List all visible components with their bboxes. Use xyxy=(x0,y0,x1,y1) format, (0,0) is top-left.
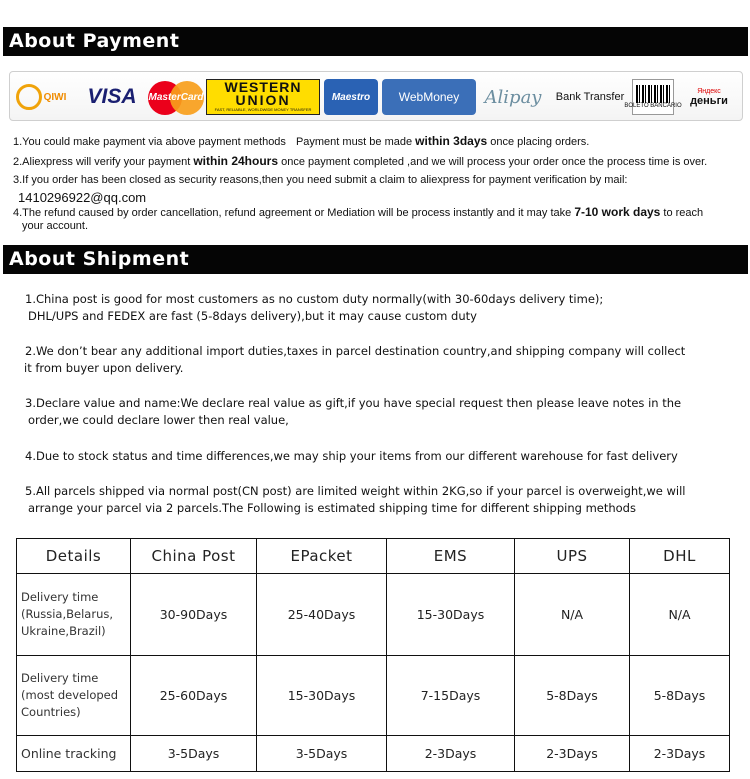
table-row xyxy=(17,574,730,656)
table-cell: 25-60Days xyxy=(131,656,257,736)
col-header-details: Details xyxy=(17,539,131,574)
yandex-money-logo: Яндекс деньги xyxy=(690,87,728,107)
shipment-note-3: 3.Declare value and name:We declare real value as gift,if you have special request then please leave notes in the xyxy=(25,396,682,410)
table-cell: 30-90Days xyxy=(131,574,257,656)
about-shipment-heading: About Shipment xyxy=(3,245,748,274)
table-cell: N/A xyxy=(515,574,630,656)
payment-note-4: 4.The refund caused by order cancellation, refund agreement or Mediation will be process instantly and it may take 7-10 work days to reach xyxy=(13,205,704,219)
shipment-note-2-cont: it from buyer upon delivery. xyxy=(24,361,184,375)
row-label: Delivery time (most developed Countries) xyxy=(17,656,131,736)
table-cell: 2-3Days xyxy=(515,736,630,772)
table-cell: N/A xyxy=(630,574,730,656)
western-union-logo: WESTERN UNION FAST, RELIABLE, WORLDWIDE MONEY TRANSFER xyxy=(206,79,320,115)
webmoney-logo: WebMoney xyxy=(382,79,476,115)
payment-note-4-cont: your account. xyxy=(22,220,89,232)
col-header-ups: UPS xyxy=(515,539,630,574)
table-cell: 15-30Days xyxy=(387,574,515,656)
col-header-epacket: EPacket xyxy=(257,539,387,574)
col-header-dhl: DHL xyxy=(630,539,730,574)
col-header-ems: EMS xyxy=(387,539,515,574)
visa-logo: VISA xyxy=(87,85,137,108)
shipment-note-5-cont: arrange your parcel via 2 parcels.The Following is estimated shipping time for different shipping methods xyxy=(28,501,636,515)
table-cell: 25-40Days xyxy=(257,574,387,656)
payment-note-2: 2.Aliexpress will verify your payment within 24hours once payment completed ,and we will process your order once the process time is over. xyxy=(13,154,708,168)
shipping-time-table xyxy=(16,538,730,772)
table-cell: 3-5Days xyxy=(131,736,257,772)
table-cell: 5-8Days xyxy=(630,656,730,736)
alipay-logo: Alipay xyxy=(484,86,542,108)
shipment-note-2: 2.We don’t bear any additional import duties,taxes in parcel destination country,and shipping company will collect xyxy=(25,344,686,358)
shipment-note-1: 1.China post is good for most customers as no custom duty normally(with 30-60days delivery time); xyxy=(25,292,604,306)
table-cell: 15-30Days xyxy=(257,656,387,736)
boleto-logo: BOLETO BANCÁRIO xyxy=(632,79,674,115)
payment-note-3: 3.If you order has been closed as security reasons,then you need submit a claim to aliexpress for payment verification by mail: xyxy=(13,174,628,186)
table-header-row xyxy=(17,539,730,574)
about-payment-heading: About Payment xyxy=(3,27,748,56)
payment-contact-email: 1410296922@qq.com xyxy=(18,190,147,205)
table-cell: 2-3Days xyxy=(630,736,730,772)
table-row xyxy=(17,656,730,736)
payment-note-1: 1.You could make payment via above payment methods Payment must be made within 3days once placing orders. xyxy=(13,134,590,148)
payment-logos-strip xyxy=(9,71,743,121)
shipment-note-5: 5.All parcels shipped via normal post(CN post) are limited weight within 2KG,so if your parcel is overweight,we will xyxy=(25,484,686,498)
shipment-note-3-cont: order,we could declare lower then real value, xyxy=(28,413,289,427)
table-cell: 7-15Days xyxy=(387,656,515,736)
bank-transfer-logo: Bank Transfer xyxy=(555,91,625,103)
table-row xyxy=(17,736,730,772)
mastercard-logo: MasterCard xyxy=(144,79,208,115)
row-label: Delivery time (Russia,Belarus, Ukraine,Brazil) xyxy=(17,574,131,656)
table-cell: 3-5Days xyxy=(257,736,387,772)
table-cell: 5-8Days xyxy=(515,656,630,736)
shipment-note-4: 4.Due to stock status and time differences,we may ship your items from our different warehouse for fast delivery xyxy=(25,449,678,463)
maestro-logo: Maestro xyxy=(324,79,378,115)
row-label: Online tracking xyxy=(17,736,131,772)
table-cell: 2-3Days xyxy=(387,736,515,772)
shipment-note-1-cont: DHL/UPS and FEDEX are fast (5-8days delivery),but it may cause custom duty xyxy=(28,309,477,323)
qiwi-logo: QIWI xyxy=(14,79,76,115)
col-header-china-post: China Post xyxy=(131,539,257,574)
